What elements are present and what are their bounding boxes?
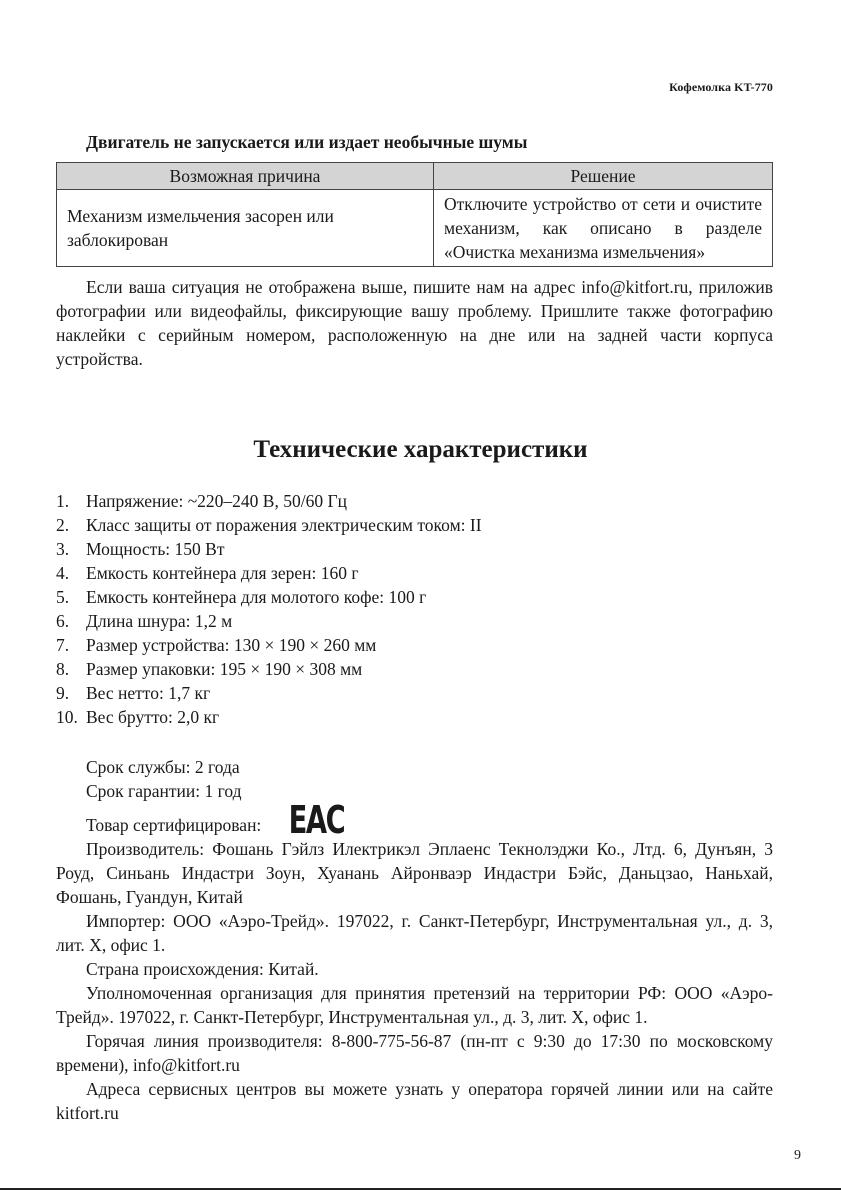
- list-item: [56, 513, 482, 537]
- list-item-text: Длина шнура: 1,2 м: [86, 611, 233, 631]
- list-item-number: 6.: [56, 611, 70, 631]
- importer: Импортер: ООО «Аэро-Трейд». 197022, г. Санкт-Петербург, Инструментальная ул., д. 3, лит. Х, офис 1.: [56, 911, 773, 955]
- list-item: [56, 633, 482, 657]
- list-item: [56, 585, 482, 609]
- troubleshooting-heading: Двигатель не запускается или издает необычные шумы: [86, 132, 528, 152]
- warranty: Срок гарантии: 1 год: [86, 781, 242, 801]
- list-item-text: Напряжение: ~220–240 В, 50/60 Гц: [86, 491, 347, 511]
- troubleshooting-table: [56, 162, 773, 267]
- list-item: [56, 609, 482, 633]
- service-centers: Адреса сервисных центров вы можете узнать у оператора горячей линии или на сайте kitfort.ru: [56, 1079, 773, 1123]
- table-header-row: [57, 163, 773, 190]
- list-item-number: 9.: [56, 683, 70, 703]
- list-item-number: 10.: [56, 707, 78, 727]
- list-item: [56, 681, 482, 705]
- page-number: 9: [794, 1148, 801, 1163]
- eac-mark-icon: EAC: [288, 798, 345, 842]
- bottom-divider: [0, 1188, 841, 1190]
- hotline: Горячая линия производителя: 8-800-775-56-87 (пн-пт с 9:30 до 17:30 по московскому времени), info@kitfort.ru: [56, 1031, 773, 1075]
- table-row: [57, 190, 773, 267]
- solution-cell: Отключите устройство от сети и очистите механизм, как описано в разделе «Очистка механизма измельчения»: [434, 190, 773, 267]
- list-item-text: Размер устройства: 130 × 190 × 260 мм: [86, 635, 377, 655]
- authorized-organization: Уполномоченная организация для принятия претензий на территории РФ: ООО «Аэро-Трейд». 197022, г. Санкт-Петербург, Инструментальная ул., д. 3, лит. Х, офис 1.: [56, 983, 773, 1027]
- info-block: [56, 755, 773, 1125]
- list-item-text: Вес брутто: 2,0 кг: [86, 707, 220, 727]
- list-item-number: 8.: [56, 659, 70, 679]
- cause-cell: Механизм измельчения засорен или заблокирован: [57, 190, 434, 267]
- column-header-cause: Возможная причина: [57, 163, 434, 190]
- specs-title: Технические характеристики: [253, 436, 588, 463]
- list-item: [56, 489, 482, 513]
- list-item-text: Емкость контейнера для зерен: 160 г: [86, 563, 359, 583]
- list-item-text: Вес нетто: 1,7 кг: [86, 683, 211, 703]
- list-item: [56, 537, 482, 561]
- column-header-solution: Решение: [434, 163, 773, 190]
- country-of-origin: Страна происхождения: Китай.: [86, 959, 319, 979]
- list-item-number: 3.: [56, 539, 70, 559]
- contact-note: Если ваша ситуация не отображена выше, пишите нам на адрес info@kitfort.ru, приложив фотографии или видеофайлы, фиксирующие вашу проблему. Пришлите также фотографию наклейки с серийным номером, расположенную на дне или на задней части корпуса устройства.: [56, 277, 773, 369]
- header-title: Кофемолка KT-770: [669, 80, 773, 94]
- list-item-number: 4.: [56, 563, 70, 583]
- list-item-number: 5.: [56, 587, 70, 607]
- list-item-number: 1.: [56, 491, 70, 511]
- certified-label: Товар сертифицирован:: [86, 815, 262, 835]
- certification-line: [56, 798, 773, 842]
- list-item: [56, 657, 482, 681]
- list-item-text: Класс защиты от поражения электрическим током: II: [86, 515, 482, 535]
- list-item-text: Размер упаковки: 195 × 190 × 308 мм: [86, 659, 363, 679]
- list-item-text: Мощность: 150 Вт: [86, 539, 225, 559]
- list-item-number: 2.: [56, 515, 70, 535]
- service-life: Срок службы: 2 года: [86, 757, 240, 777]
- list-item-text: Емкость контейнера для молотого кофе: 100 г: [86, 587, 427, 607]
- list-item: [56, 705, 482, 729]
- list-item-number: 7.: [56, 635, 70, 655]
- manufacturer: Производитель: Фошань Гэйлз Илектрикэл Эплаенс Текнолэджи Ко., Лтд. 6, Дунъян, 3 Роуд, Синьань Индастри Зоун, Хуанань Айронваэр Индастри Бэйс, Даньцзао, Наньхай, Фошань, Гуандун, Китай: [56, 839, 773, 907]
- specs-list: [56, 489, 482, 729]
- list-item: [56, 561, 482, 585]
